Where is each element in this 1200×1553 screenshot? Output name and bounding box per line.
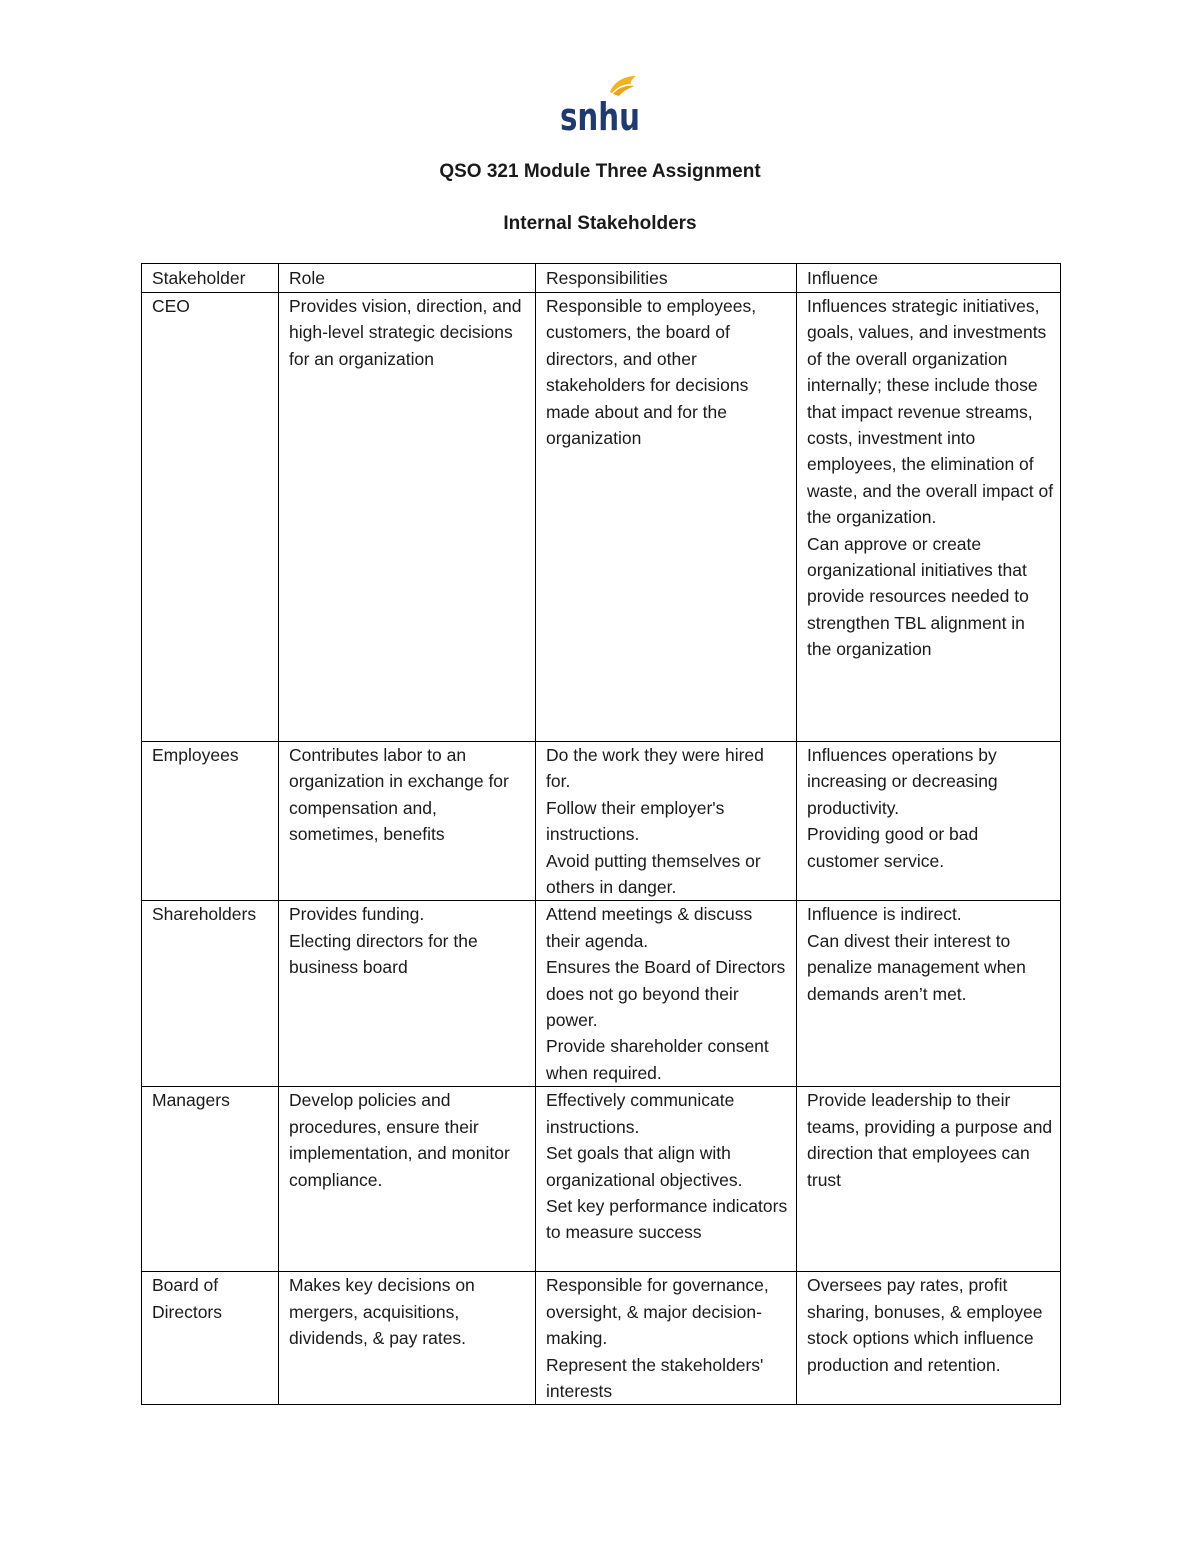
cell-influence: Oversees pay rates, profit sharing, bonuses, & employee stock options which influence production and retention.: [797, 1272, 1061, 1405]
cell-stakeholder: Managers: [142, 1087, 279, 1272]
cell-stakeholder: Employees: [142, 742, 279, 901]
cell-influence: Influence is indirect. Can divest their interest to penalize management when demands aren’t met.: [797, 901, 1061, 1087]
cell-role: Makes key decisions on mergers, acquisitions, dividends, & pay rates.: [279, 1272, 536, 1405]
cell-responsibilities: Effectively communicate instructions. Set goals that align with organizational objectives. Set key performance indicators to measure success: [536, 1087, 797, 1272]
cell-stakeholder: Board of Directors: [142, 1272, 279, 1405]
document-subtitle: Internal Stakeholders: [503, 213, 697, 234]
stakeholder-table: [141, 263, 1061, 1405]
table-row: [142, 901, 1061, 1087]
table-header-row: [142, 264, 1061, 293]
header-influence: Influence: [797, 264, 1061, 293]
logo-text: snhu: [560, 95, 640, 139]
cell-role: Provides funding. Electing directors for the business board: [279, 901, 536, 1087]
cell-influence: Influences operations by increasing or decreasing productivity. Providing good or bad customer service.: [797, 742, 1061, 901]
table-row: [142, 742, 1061, 901]
cell-responsibilities: Responsible for governance, oversight, & major decision-making. Represent the stakeholders' interests: [536, 1272, 797, 1405]
cell-responsibilities: Do the work they were hired for. Follow their employer's instructions. Avoid putting themselves or others in danger.: [536, 742, 797, 901]
cell-influence: Provide leadership to their teams, providing a purpose and direction that employees can trust: [797, 1087, 1061, 1272]
cell-stakeholder: Shareholders: [142, 901, 279, 1087]
snhu-logo: [552, 70, 648, 139]
table-row: [142, 1272, 1061, 1405]
header-stakeholder: Stakeholder: [142, 264, 279, 293]
header-role: Role: [279, 264, 536, 293]
document-title: QSO 321 Module Three Assignment: [439, 161, 761, 182]
cell-responsibilities: Attend meetings & discuss their agenda. Ensures the Board of Directors does not go beyond their power. Provide shareholder consent when required.: [536, 901, 797, 1087]
header-responsibilities: Responsibilities: [536, 264, 797, 293]
table-row: [142, 1087, 1061, 1272]
cell-stakeholder: CEO: [142, 293, 279, 742]
cell-influence: Influences strategic initiatives, goals, values, and investments of the overall organization internally; these include those that impact revenue streams, costs, investment into employees, the elimination of waste, and the overall impact of the organization. Can approve or create organizational initiatives that provide resources needed to strengthen TBL alignment in the organization: [797, 293, 1061, 742]
cell-role: Develop policies and procedures, ensure their implementation, and monitor compliance.: [279, 1087, 536, 1272]
table-row: [142, 293, 1061, 742]
cell-role: Contributes labor to an organization in exchange for compensation and, sometimes, benefits: [279, 742, 536, 901]
cell-role: Provides vision, direction, and high-level strategic decisions for an organization: [279, 293, 536, 742]
cell-responsibilities: Responsible to employees, customers, the board of directors, and other stakeholders for decisions made about and for the organization: [536, 293, 797, 742]
